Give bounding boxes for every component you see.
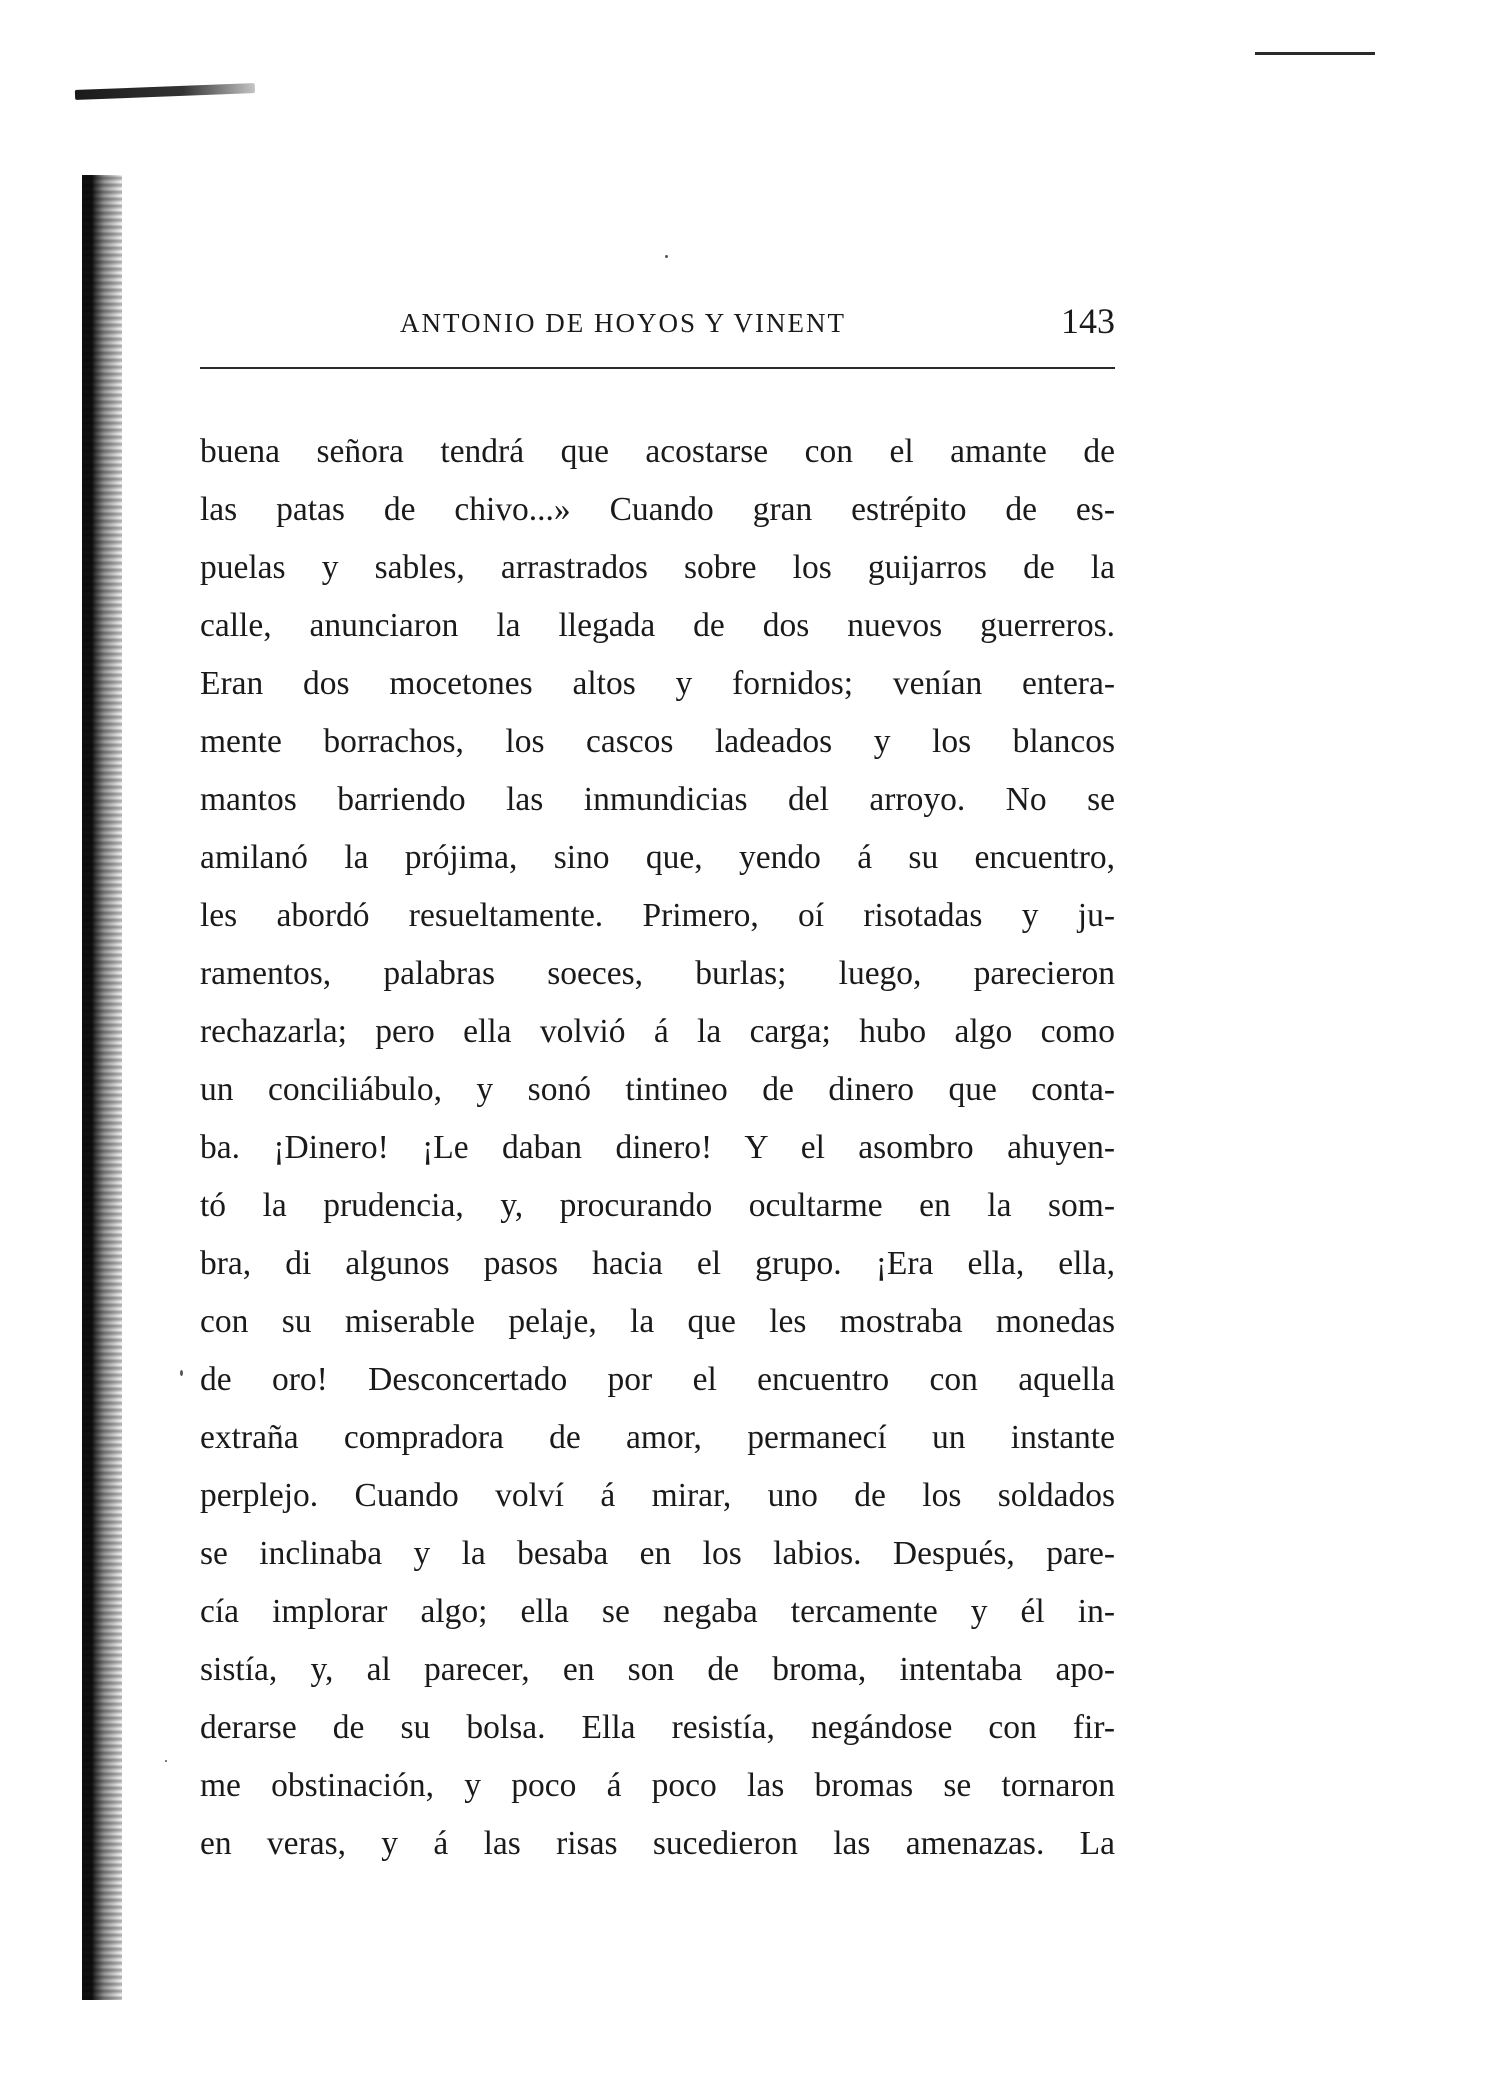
- text-line: ramentos, palabras soeces, burlas; luego, parecieron: [200, 955, 1115, 992]
- text-line: un conciliábulo, y sonó tintineo de dinero que conta-: [200, 1071, 1115, 1108]
- text-line: rechazarla; pero ella volvió á la carga; hubo algo como: [200, 1013, 1115, 1050]
- scan-edge-mark: [75, 83, 255, 100]
- scan-speck: [165, 1760, 167, 1762]
- text-line: bra, di algunos pasos hacia el grupo. ¡Era ella, ella,: [200, 1245, 1115, 1282]
- text-line: buena señora tendrá que acostarse con el amante de: [200, 433, 1115, 470]
- scan-speck: [665, 255, 668, 258]
- text-line: Eran dos mocetones altos y fornidos; venían entera-: [200, 665, 1115, 702]
- text-line: mantos barriendo las inmundicias del arroyo. No se: [200, 781, 1115, 818]
- text-line: extraña compradora de amor, permanecí un instante: [200, 1419, 1115, 1456]
- page-number: 143: [1061, 301, 1115, 341]
- text-line: ba. ¡Dinero! ¡Le daban dinero! Y el asombro ahuyen-: [200, 1129, 1115, 1166]
- scan-speck: [180, 1370, 183, 1376]
- header-rule: [200, 367, 1115, 369]
- text-line: en veras, y á las risas sucedieron las amenazas. La: [200, 1825, 1115, 1862]
- text-line: cía implorar algo; ella se negaba tercamente y él in-: [200, 1593, 1115, 1630]
- page-binding-shadow: [82, 175, 122, 2000]
- scan-edge-mark: [1255, 52, 1375, 55]
- running-title: ANTONIO DE HOYOS Y VINENT: [400, 308, 846, 338]
- text-line: mente borrachos, los cascos ladeados y los blancos: [200, 723, 1115, 760]
- body-text: [200, 423, 1115, 1873]
- text-line: de oro! Desconcertado por el encuentro con aquella: [200, 1361, 1115, 1398]
- text-line: derarse de su bolsa. Ella resistía, negándose con fir-: [200, 1709, 1115, 1746]
- text-line: tó la prudencia, y, procurando ocultarme en la som-: [200, 1187, 1115, 1224]
- text-line: se inclinaba y la besaba en los labios. Después, pare-: [200, 1535, 1115, 1572]
- text-line: puelas y sables, arrastrados sobre los guijarros de la: [200, 549, 1115, 586]
- text-line: perplejo. Cuando volví á mirar, uno de los soldados: [200, 1477, 1115, 1514]
- text-line: sistía, y, al parecer, en son de broma, intentaba apo-: [200, 1651, 1115, 1688]
- text-line: con su miserable pelaje, la que les mostraba monedas: [200, 1303, 1115, 1340]
- text-line: las patas de chivo...» Cuando gran estrépito de es-: [200, 491, 1115, 528]
- text-line: les abordó resueltamente. Primero, oí risotadas y ju-: [200, 897, 1115, 934]
- text-line: calle, anunciaron la llegada de dos nuevos guerreros.: [200, 607, 1115, 644]
- text-line: amilanó la prójima, sino que, yendo á su encuentro,: [200, 839, 1115, 876]
- text-line: me obstinación, y poco á poco las bromas se tornaron: [200, 1767, 1115, 1804]
